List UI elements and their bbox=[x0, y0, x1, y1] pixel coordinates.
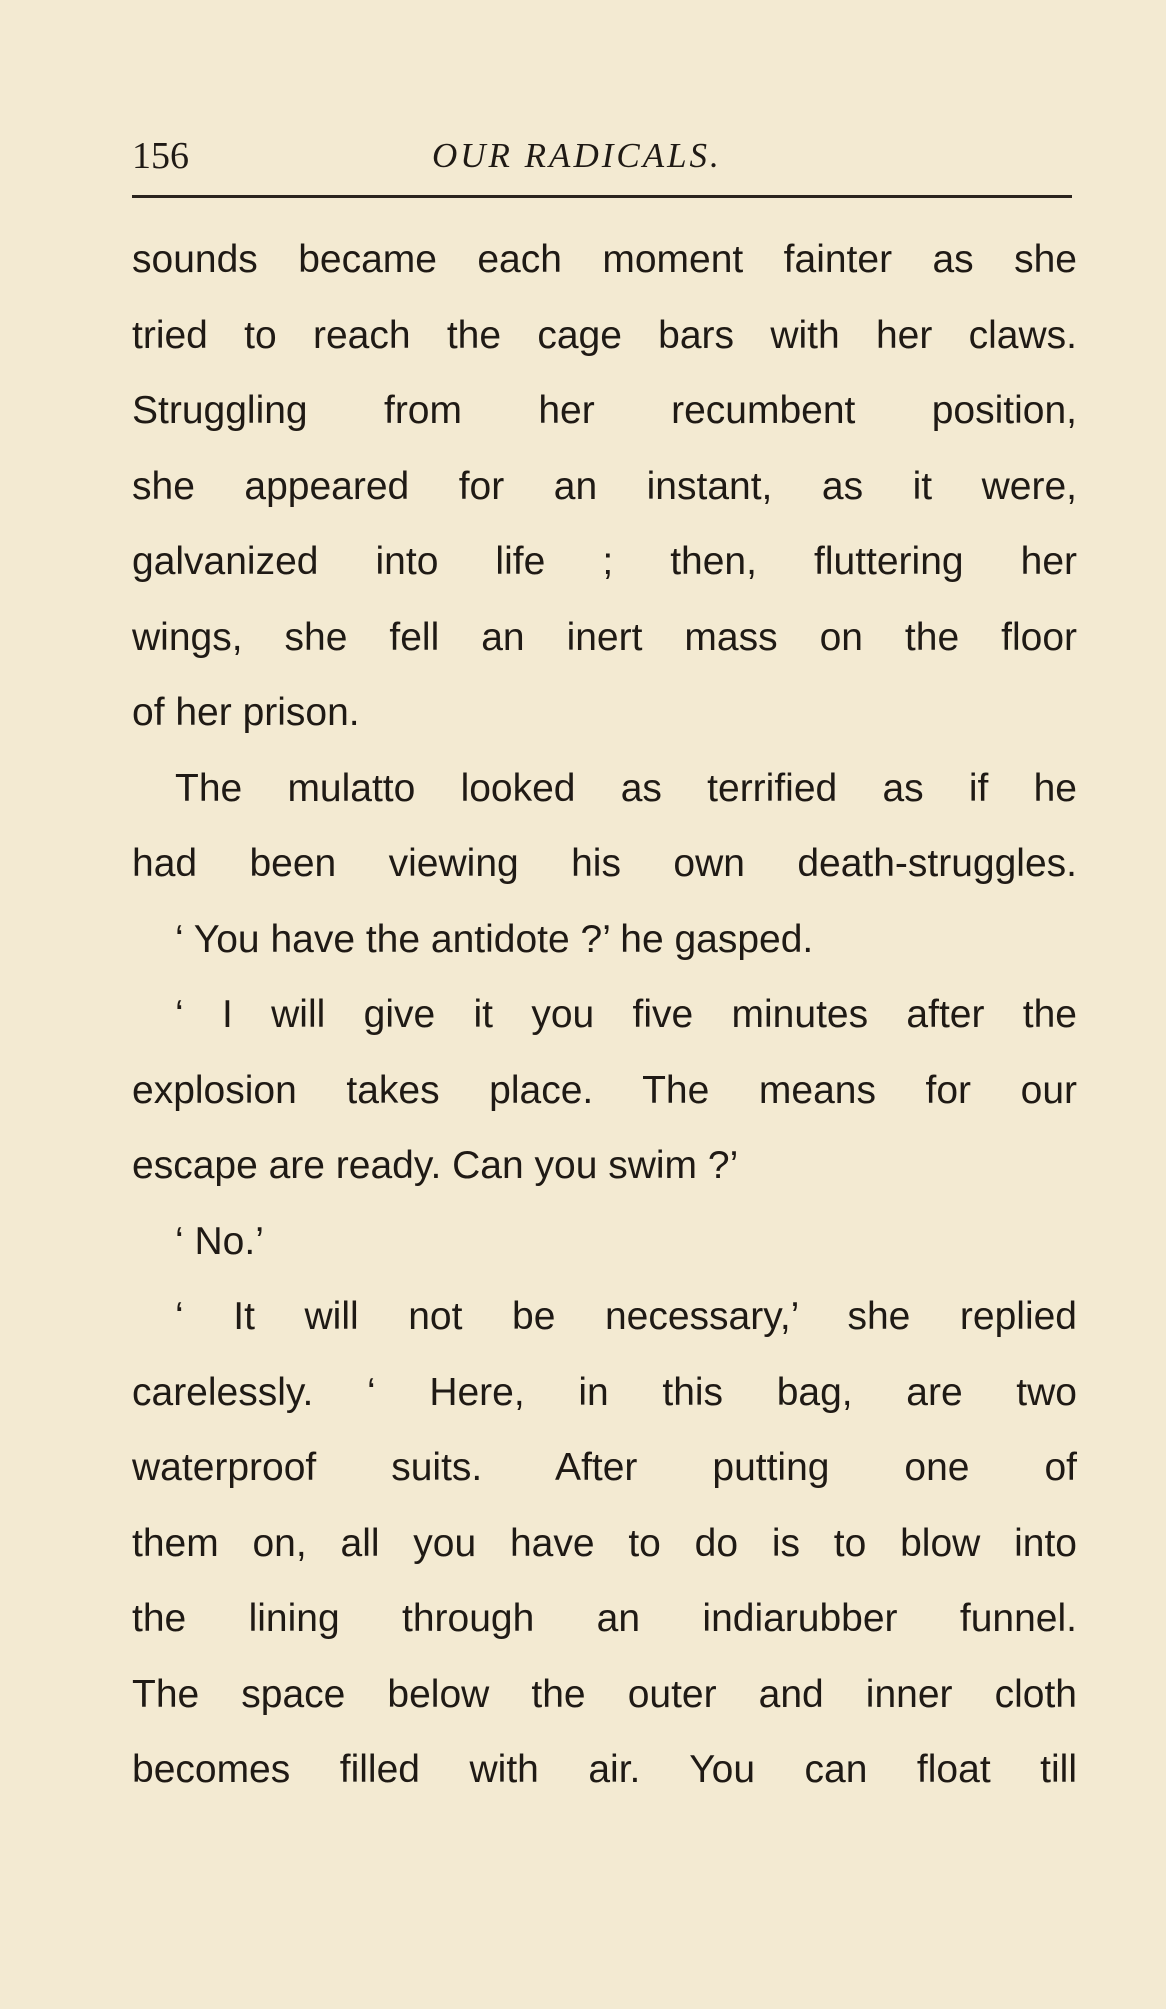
text-line: carelessly. ‘ Here, in this bag, are two bbox=[132, 1370, 1077, 1414]
text-line: ‘ It will not be necessary,’ she replied bbox=[175, 1295, 1077, 1338]
page-number: 156 bbox=[132, 135, 189, 177]
text-line: explosion takes place. The means for our bbox=[132, 1068, 1077, 1112]
text-line: The space below the outer and inner cloth bbox=[132, 1672, 1077, 1716]
text-line: waterproof suits. After putting one of bbox=[132, 1446, 1077, 1489]
text-line: wings, she fell an inert mass on the floor bbox=[132, 615, 1077, 659]
text-line: the lining through an indiarubber funnel. bbox=[132, 1597, 1077, 1640]
text-line: becomes filled with air. You can float till bbox=[132, 1748, 1077, 1791]
header-rule bbox=[132, 195, 1072, 198]
text-line: ‘ No.’ bbox=[175, 1219, 264, 1263]
text-line: Struggling from her recumbent position, bbox=[132, 389, 1077, 432]
text-line: them on, all you have to do is to blow into bbox=[132, 1521, 1077, 1565]
text-line: of her prison. bbox=[132, 691, 360, 734]
text-line: ‘ I will give it you five minutes after the bbox=[175, 993, 1077, 1036]
body-text bbox=[132, 227, 1077, 1813]
text-line: tried to reach the cage bars with her claws. bbox=[132, 313, 1077, 357]
text-line: she appeared for an instant, as it were, bbox=[132, 464, 1077, 508]
text-line: The mulatto looked as terrified as if he bbox=[175, 766, 1077, 810]
running-title: OUR RADICALS. bbox=[432, 136, 722, 175]
text-line: escape are ready. Can you swim ?’ bbox=[132, 1144, 739, 1187]
text-line: galvanized into life ; then, fluttering her bbox=[132, 540, 1077, 583]
text-line: sounds became each moment fainter as she bbox=[132, 238, 1077, 281]
running-head bbox=[132, 132, 1072, 180]
text-line: had been viewing his own death-struggles. bbox=[132, 842, 1077, 885]
text-line: ‘ You have the antidote ?’ he gasped. bbox=[175, 917, 814, 961]
